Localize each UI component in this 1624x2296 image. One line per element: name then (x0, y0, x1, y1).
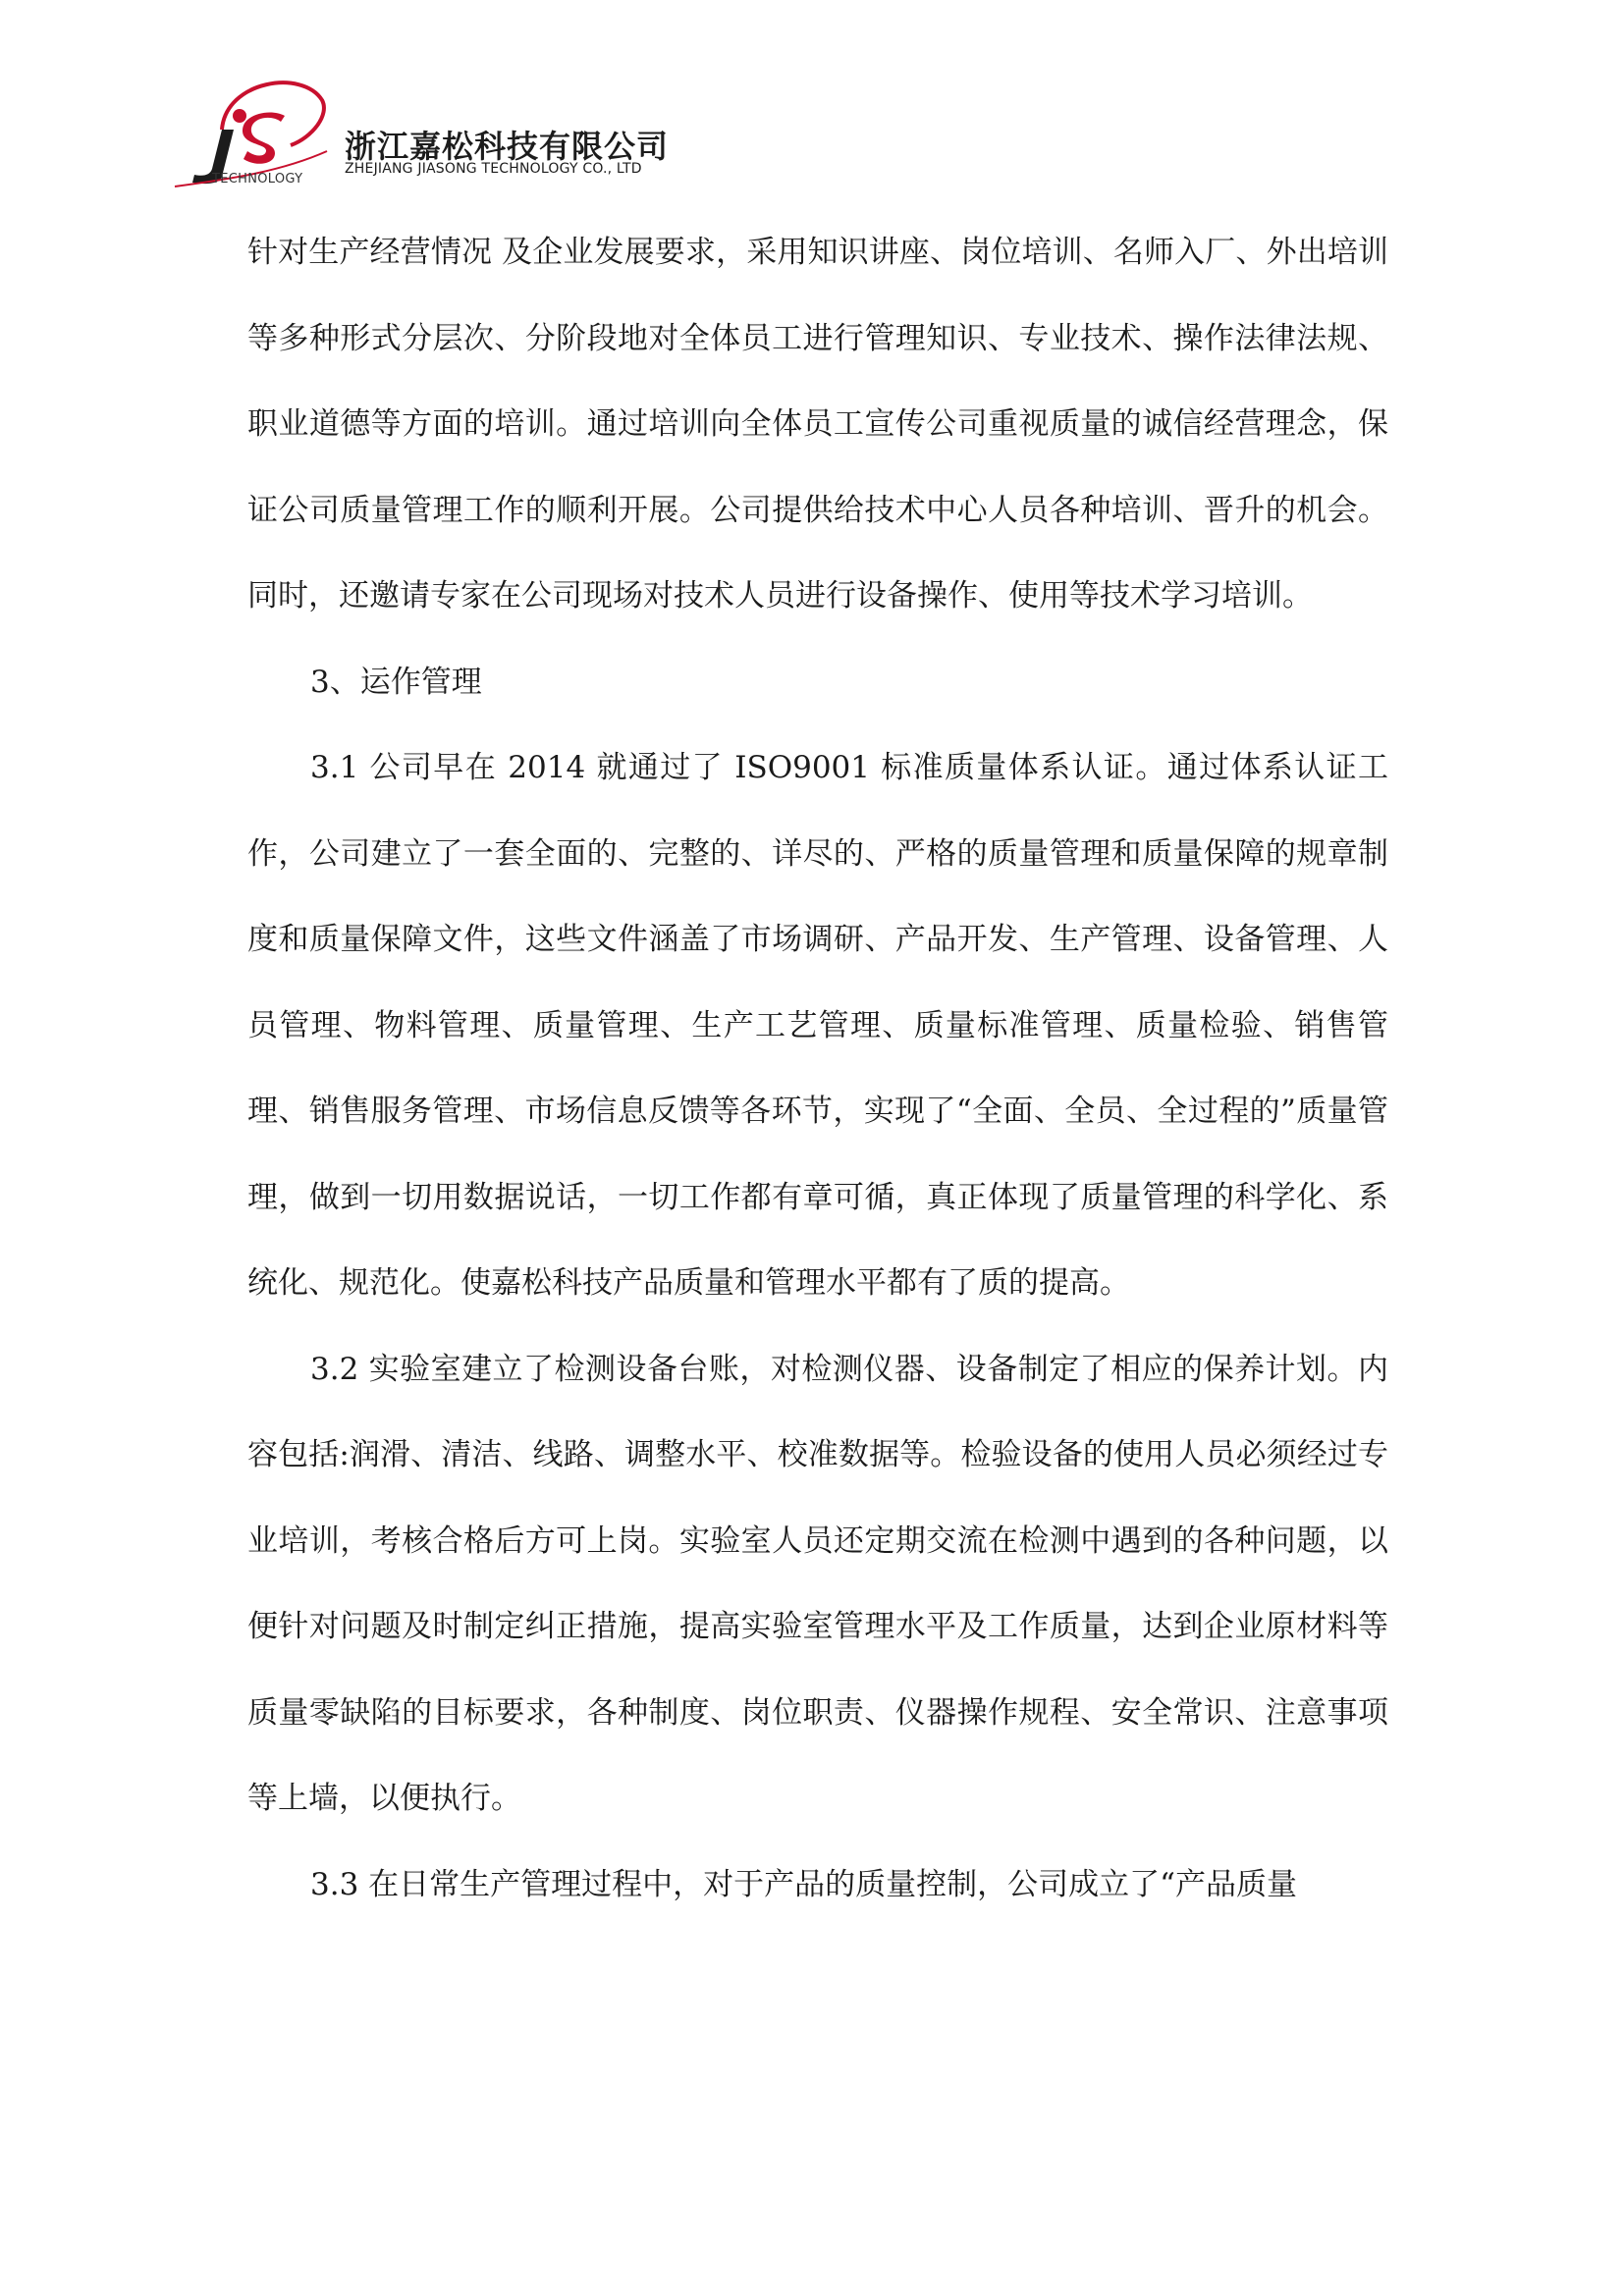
company-name-en: ZHEJIANG JIASONG TECHNOLOGY CO., LTD (345, 161, 642, 177)
paragraph: 3.2 实验室建立了检测设备台账，对检测仪器、设备制定了相应的保养计划。内容包括:润滑、清洁、线路、调整水平、校准数据等。检验设备的使用人员必须经过专业培训，考核合格后方可上岗。实验室人员还定期交流在检测中遇到的各种问题，以便针对问题及时制定纠正措施，提高实验室管理水平及工作质量，达到企业原材料等质量零缺陷的目标要求，各种制度、岗位职责、仪器操作规程、安全常识、注意事项等上墙，以便执行。 (247, 1351, 1388, 1816)
paragraph: 针对生产经营情况 及企业发展要求，采用知识讲座、岗位培训、名师入厂、外出培训等多种形式分层次、分阶段地对全体员工进行管理知识、专业技术、操作法律法规、职业道德等方面的培训。通过培训向全体员工宣传公司重视质量的诚信经营理念，保证公司质量管理工作的顺利开展。公司提供给技术中心人员各种培训、晋升的机会。同时，还邀请专家在公司现场对技术人员进行设备操作、使用等技术学习培训。 (247, 235, 1388, 614)
company-name-cn: 浙江嘉松科技有限公司 (345, 128, 670, 165)
logo-subtext: TECHNOLOGY (212, 172, 303, 187)
page-header (165, 61, 754, 198)
section-heading: 3、运作管理 (310, 664, 482, 700)
paragraph: 3.1 公司早在 2014 就通过了 ISO9001 标准质量体系认证。通过体系认证工作，公司建立了一套全面的、完整的、详尽的、严格的质量管理和质量保障的规章制度和质量保障文件，这些文件涵盖了市场调研、产品开发、生产管理、设备管理、人员管理、物料管理、质量管理、生产工艺管理、质量标准管理、质量检验、销售管理、销售服务管理、市场信息反馈等各环节，实现了“全面、全员、全过程的”质量管理，做到一切用数据说话，一切工作都有章可循，真正体现了质量管理的科学化、系统化、规范化。使嘉松科技产品质量和管理水平都有了质的提高。 (247, 750, 1388, 1301)
document-body (247, 210, 1388, 1928)
paragraph: 3.3 在日常生产管理过程中，对于产品的质量控制，公司成立了“产品质量 (310, 1866, 1297, 1902)
